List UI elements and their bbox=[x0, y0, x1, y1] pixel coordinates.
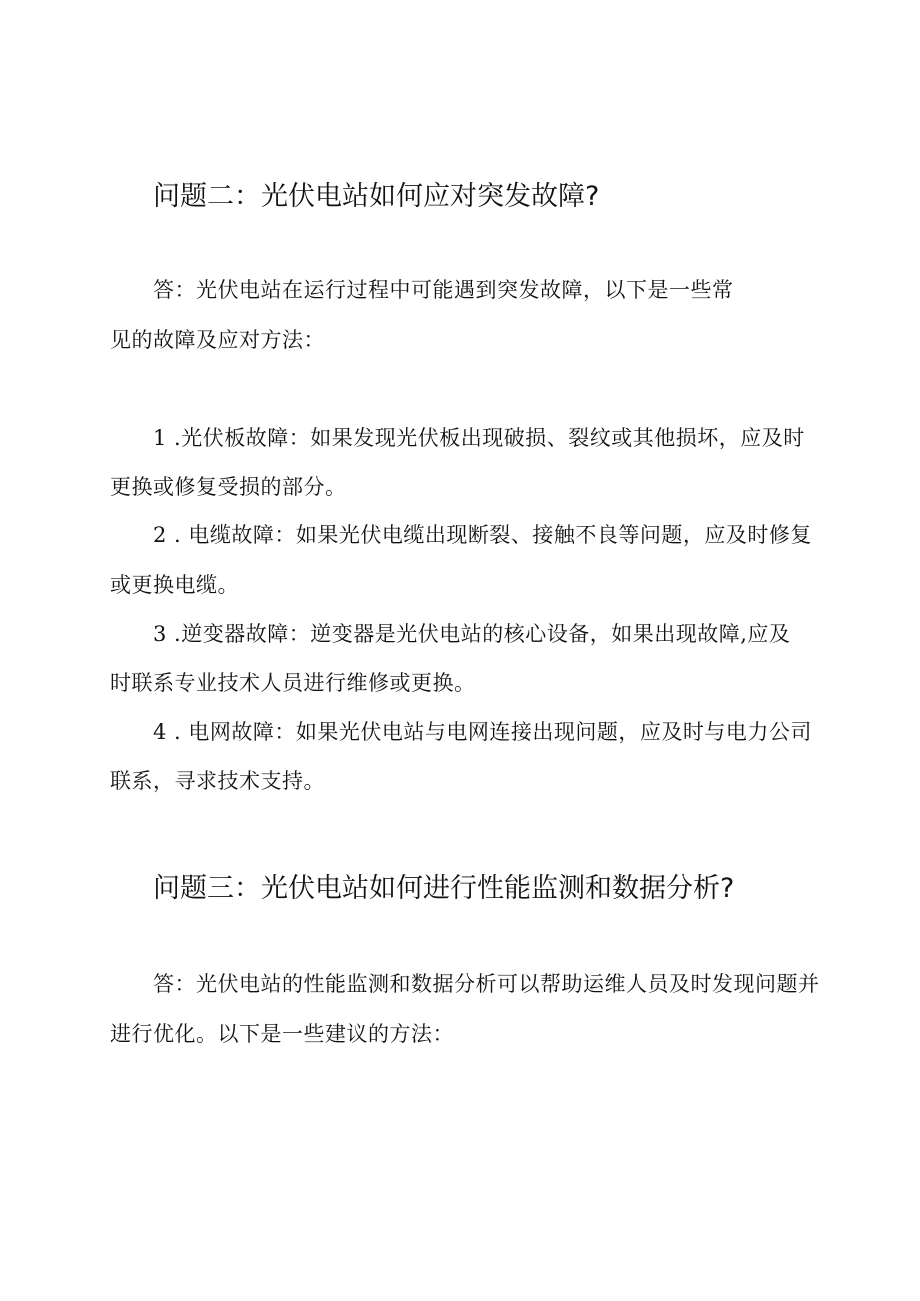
item2-line2: 或更换电缆。 bbox=[110, 573, 239, 597]
item1-line1: 1 .光伏板故障：如果发现光伏板出现破损、裂纹或其他损坏，应及时 bbox=[153, 426, 805, 450]
item3-line2: 时联系专业技术人员进行维修或更换。 bbox=[110, 671, 476, 695]
item4-line1: 4 . 电网故障：如果光伏电站与电网连接出现问题，应及时与电力公司 bbox=[153, 720, 812, 744]
item4-line2: 联系，寻求技术支持。 bbox=[110, 769, 325, 793]
item2-line1: 2 . 电缆故障：如果光伏电缆出现断裂、接触不良等问题，应及时修复 bbox=[153, 523, 812, 547]
section3-heading: 问题三：光伏电站如何进行性能监测和数据分析? bbox=[153, 873, 735, 904]
item1-line2: 更换或修复受损的部分。 bbox=[110, 475, 347, 499]
section3-answer-line2: 进行优化。以下是一些建议的方法： bbox=[110, 1022, 454, 1046]
section3-answer-line1: 答：光伏电站的性能监测和数据分析可以帮助运维人员及时发现问题并 bbox=[153, 972, 820, 996]
item3-line1: 3 .逆变器故障：逆变器是光伏电站的核心设备，如果出现故障,应及 bbox=[153, 622, 791, 646]
section2-answer-line1: 答：光伏电站在运行过程中可能遇到突发故障，以下是一些常 bbox=[153, 278, 734, 302]
section2-answer-line2: 见的故障及应对方法： bbox=[110, 328, 325, 352]
section2-heading: 问题二：光伏电站如何应对突发故障? bbox=[153, 181, 600, 212]
